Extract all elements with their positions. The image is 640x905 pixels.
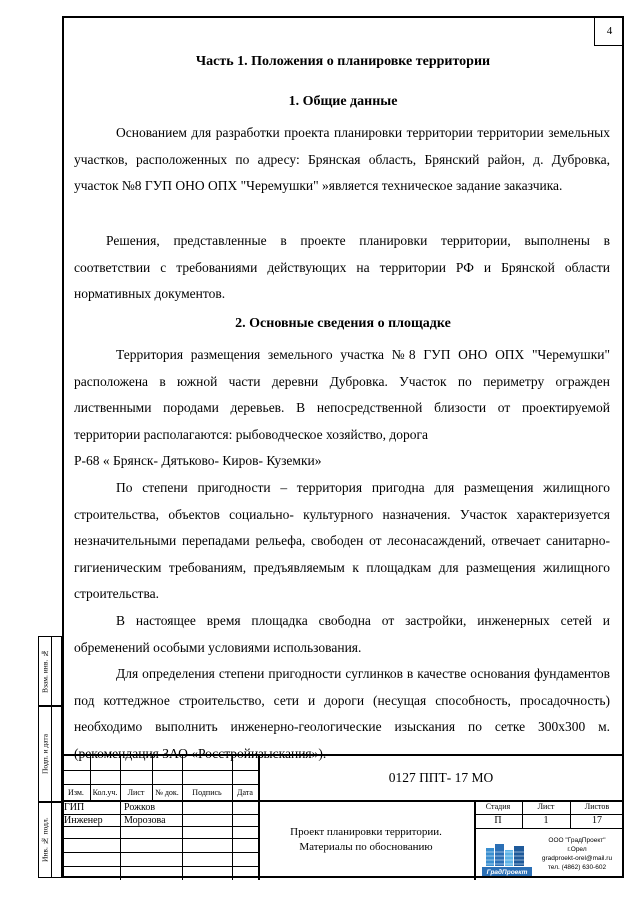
title-block bbox=[62, 754, 624, 880]
header-date: Дата bbox=[237, 788, 253, 797]
section2-paragraph-3: В настоящее время площадка свободна от застройки, инженерных сетей и обременений особыми условиями использования. bbox=[74, 613, 610, 655]
stage-value: П bbox=[494, 815, 502, 826]
sheets-header: Листов bbox=[584, 802, 610, 811]
company-email[interactable]: gradproekt-orel@mail.ru bbox=[541, 855, 613, 862]
section2-title: 2. Основные сведения о площадке bbox=[235, 316, 451, 331]
section2-paragraph-2: По степени пригодности – территория пригодна для размещения жилищного строительства, объектов социально- культурного назначения. Участок характеризуется незначительными перепадами рельефа, свободен от лесонасаждений, отвечает санитарно-гигиеническим требованиям, предъявляемым к площадкам для размещения жилищного строительства. bbox=[74, 480, 610, 602]
header-signature: Подпись bbox=[192, 788, 222, 797]
project-title-line2: Материалы по обоснованию bbox=[299, 841, 433, 853]
company-city: г.Орел bbox=[567, 846, 587, 853]
project-title-line1: Проект планировки территории. bbox=[290, 826, 442, 838]
sheet-header: Лист bbox=[537, 802, 555, 811]
doc-code: 0127 ППТ- 17 МО bbox=[388, 770, 494, 785]
company-info bbox=[530, 836, 624, 872]
header-doc: № док. bbox=[155, 788, 179, 797]
side-field-vzam bbox=[38, 636, 62, 706]
sheet-value: 1 bbox=[543, 815, 549, 826]
company-phone: тел. (4862) 630-602 bbox=[547, 864, 607, 871]
part-title: Часть 1. Положения о планировке территории bbox=[195, 54, 491, 69]
section1-paragraph-1: Основанием для разработки проекта планировки территории территории земельных участков, расположенных по адресу: Брянская область, Брянский район, д. Дубровка, участок №8 ГУП ОНО ОПХ "Черемушки" »является техническое задание заказчика. bbox=[74, 125, 610, 194]
header-list: Лист bbox=[127, 788, 145, 797]
section1-paragraph-2: Решения, представленные в проекте планировки территории, выполнены в соответствии с требованиями действующих на территории РФ и Брянской области нормативных документов. bbox=[74, 233, 610, 302]
role-gip: ГИП bbox=[64, 802, 85, 813]
side-label-inv: Инв. № подл. bbox=[40, 817, 50, 863]
sheets-value: 17 bbox=[592, 815, 602, 826]
section2-paragraph-4: Для определения степени пригодности суглинков в качестве основания фундаментов под коттеджное строительство, сети и дороги (несущая способность, просадочность) необходимо выполнить инженерно-геологические изыскания по сетке 300х300 м. (рекомендация ЗАО «Росстройизыскания»). bbox=[74, 666, 610, 761]
role-engineer: Инженер bbox=[64, 815, 103, 826]
side-field-podp bbox=[38, 706, 62, 802]
header-izm: Изм. bbox=[68, 788, 84, 797]
section2-paragraph-1b: Р-68 « Брянск- Дятьково- Киров- Куземки» bbox=[74, 453, 322, 468]
header-kol: Кол.уч. bbox=[92, 788, 118, 797]
side-label-podp: Подп. и дата bbox=[40, 733, 50, 775]
name-gip: Рожков bbox=[124, 802, 156, 813]
section1-title: 1. Общие данные bbox=[288, 94, 398, 109]
stage-header: Стадия bbox=[485, 802, 511, 811]
logo-wordmark: ГрадПроект bbox=[486, 869, 528, 876]
name-engineer: Морозова bbox=[124, 815, 166, 826]
company-name: ООО "ГрадПроект" bbox=[548, 837, 606, 844]
company-logo bbox=[482, 842, 532, 876]
page-number: 4 bbox=[594, 16, 624, 46]
section2-paragraph-1: Территория размещения земельного участка №8 ГУП ОНО ОПХ "Черемушки" расположена в южной части деревни Дубровка. Участок по периметру огражден лиственными породами деревьев. В непосредственной близости от проектируемой территории располагаются: рыбоводческое хозяйство, дорога bbox=[74, 347, 610, 442]
side-label-vzam: Взам. инв. № bbox=[40, 648, 50, 694]
side-field-inv bbox=[38, 802, 62, 878]
